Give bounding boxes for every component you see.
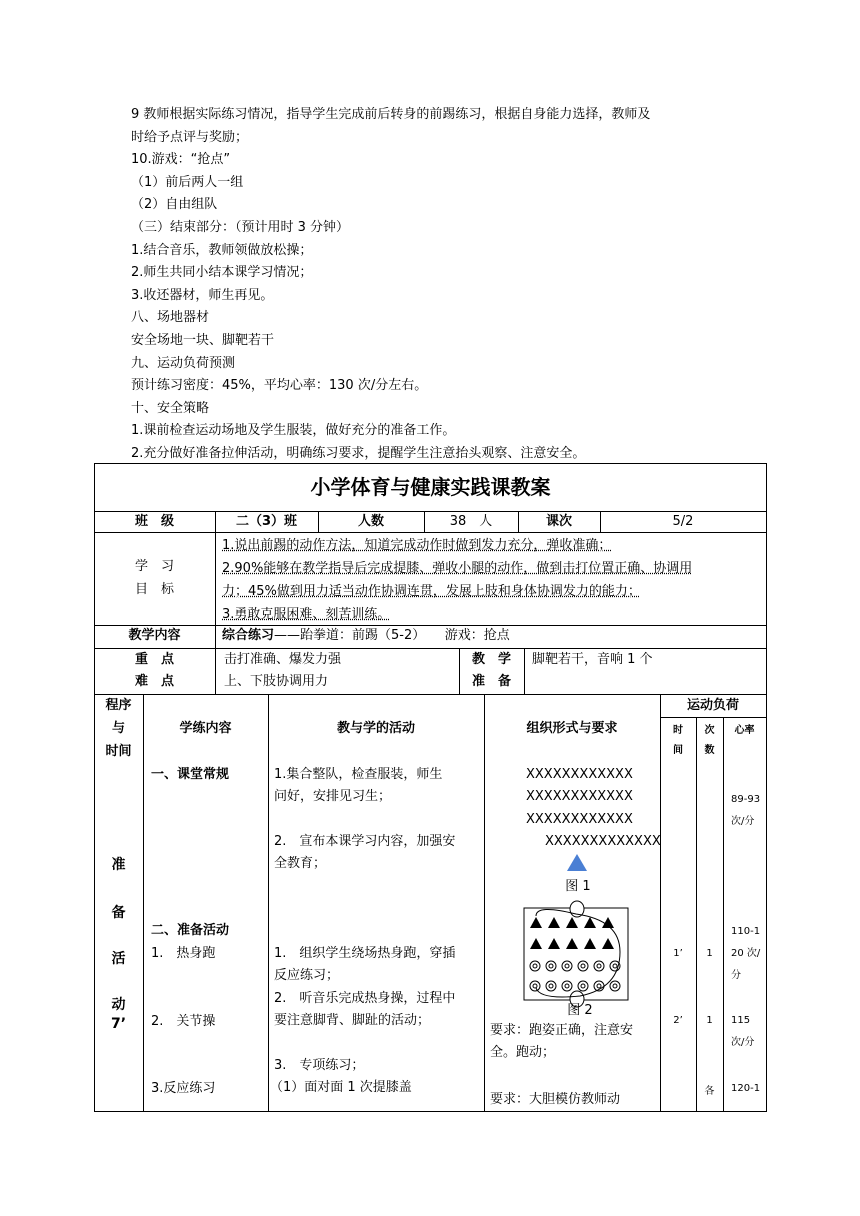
goals-list [222, 534, 766, 626]
load-header: 运动负荷 [686, 698, 739, 713]
formation-row: XXXXXXXXXXXX [526, 812, 633, 827]
goal-item: 力；45%做到用力适当动作协调连贯，发展上肢和身体协调发力的能力； [222, 584, 641, 599]
time-header-line: 间 [673, 745, 683, 756]
col-divider [723, 717, 724, 1112]
student-circles [530, 961, 620, 991]
key-label: 重 点 [134, 652, 174, 667]
intro-line: 十、安全策略 [131, 400, 210, 416]
content-header: 学练内容 [179, 721, 232, 736]
content-value-rest: ——跆拳道：前踢（5-2） 游戏：抢点 [274, 628, 510, 643]
count-header-line: 次 [704, 725, 715, 736]
requirement-line: 全。跑动； [490, 1045, 556, 1060]
content-value [222, 625, 510, 647]
activity-line: 反应练习； [274, 968, 340, 983]
count-header [696, 721, 723, 761]
program-header [94, 694, 143, 763]
stage-char: 7’ [110, 1016, 127, 1032]
intro-line: （2）自由组队 [131, 197, 218, 213]
intro-line: 安全场地一块、脚靶若干 [131, 332, 275, 348]
col-divider [268, 694, 269, 1112]
intro-line: 预计练习密度：45%，平均心率：130 次/分左右。 [131, 378, 428, 394]
intro-line: 九、运动负荷预测 [131, 355, 236, 371]
time-value: 1’ [673, 948, 683, 959]
stage-char: 动 [111, 997, 126, 1013]
table-border [94, 1111, 767, 1112]
goal-item: 3.勇敢克服困难、刻苦训练。 [222, 607, 391, 622]
difficulty-value: 上、下肢协调用力 [224, 674, 329, 689]
teach-prep-label: 教 学 [471, 652, 511, 667]
activity-line: 全教育； [274, 856, 327, 871]
count-value: 1 [706, 948, 713, 959]
heart-rate-line: 分 [731, 970, 741, 981]
col-divider [524, 648, 525, 694]
org-header: 组织形式与要求 [526, 721, 618, 736]
content-item: 2. 关节操 [151, 1014, 216, 1029]
heart-rate-line: 110-1 [731, 926, 761, 937]
col-divider [696, 717, 697, 1112]
activity-line: （1）面对面 1 次提膝盖 [270, 1080, 412, 1095]
intro-line: 3.收还器材，师生再见。 [131, 287, 274, 303]
goal-item: 2.90%能够在教学指导后完成提膝、弹收小腿的动作，做到击打位置正确、协调用 [222, 561, 693, 576]
formation-row: XXXXXXXXXXXX [526, 767, 633, 782]
requirement-line: 要求：大胆模仿教师动 [490, 1092, 621, 1107]
col-divider [143, 694, 144, 1112]
stage-char: 备 [111, 905, 126, 921]
figure-caption: 图 1 [565, 879, 591, 894]
difficulty-label: 难 点 [134, 674, 174, 689]
class-label: 班 级 [134, 514, 174, 529]
heart-rate-line: 次/分 [731, 816, 755, 827]
lesson-label: 课次 [545, 514, 572, 529]
row-divider [660, 717, 767, 718]
program-header-line: 时间 [105, 744, 132, 759]
program-header-line: 程序 [105, 698, 132, 713]
content-item: 一、课堂常规 [151, 767, 230, 782]
count-value: 1 [706, 1015, 713, 1026]
page-title: 小学体育与健康实践课教案 [310, 475, 551, 499]
key-value: 击打准确、爆发力强 [224, 652, 342, 667]
goal-item: 1.说出前踢的动作方法，知道完成动作时做到发力充分，弹收准确； [222, 538, 612, 553]
intro-line: （三）结束部分：（预计用时 3 分钟） [131, 219, 350, 235]
program-header-line: 与 [111, 721, 125, 736]
table-border [766, 463, 767, 1112]
intro-line: 时给予点评与奖励； [131, 129, 249, 145]
intro-line: 2.师生共同小结本课学习情况； [131, 265, 313, 281]
count-value: 38 人 [449, 514, 493, 529]
teach-prep-label: 准 备 [471, 674, 511, 689]
activity-header: 教与学的活动 [336, 721, 415, 736]
stage-char: 准 [111, 857, 126, 873]
content-item: 1. 热身跑 [151, 946, 216, 961]
heart-rate [731, 789, 760, 833]
heart-rate-line: 89-93 [731, 794, 761, 805]
table-border [94, 463, 767, 464]
intro-line: 9 教师根据实际练习情况，指导学生完成前后转身的前踢练习，根据自身能力选择，教师及 [131, 107, 651, 122]
intro-line: 1.课前检查运动场地及学生服装，做好充分的准备工作。 [131, 423, 456, 439]
activity-line: 2. 听音乐完成热身操，过程中 [274, 991, 456, 1006]
stage-char: 活 [111, 951, 126, 967]
class-value: 二（3）班 [235, 514, 298, 529]
content-item: 3.反应练习 [151, 1081, 216, 1096]
figure-caption: 图 2 [567, 1003, 593, 1018]
content-item: 二、准备活动 [151, 923, 230, 938]
count-label: 人数 [357, 514, 384, 529]
count-header-line: 数 [704, 745, 715, 756]
intro-line: 2.充分做好准备拉伸活动，明确练习要求，提醒学生注意抬头观察、注意安全。 [131, 445, 586, 461]
col-divider [215, 648, 216, 694]
requirement-line: 要求：跑姿正确，注意安 [490, 1023, 634, 1038]
teach-prep-value: 脚靶若干，音响 1 个 [532, 652, 653, 667]
activity-line: 2. 宣布本课学习内容，加强安 [274, 834, 456, 849]
heart-rate [731, 1010, 754, 1054]
teacher-triangle-icon [567, 854, 587, 871]
heart-rate-line: 次/分 [731, 1037, 755, 1048]
intro-text [131, 104, 751, 466]
intro-line: 八、场地器材 [131, 310, 210, 326]
formation-row: XXXXXXXXXXXXX [545, 834, 661, 849]
col-divider [484, 694, 485, 1112]
content-label: 教学内容 [128, 628, 181, 643]
heart-rate: 120-1 [731, 1083, 761, 1094]
activity-line: 要注意脚背、脚趾的活动； [274, 1013, 431, 1028]
activity-line: 1. 组织学生绕场热身跑，穿插 [274, 946, 456, 961]
time-value: 2’ [673, 1015, 683, 1026]
time-header [660, 721, 696, 761]
goals-label: 学 习 [134, 559, 174, 574]
heart-rate-line: 115 [731, 1015, 751, 1026]
activity-line: 3. 专项练习； [274, 1058, 365, 1073]
activity-line: 1.集合整队，检查服装，师生 [274, 767, 443, 782]
heart-rate [731, 921, 760, 987]
content-value-bold: 综合练习 [222, 628, 275, 643]
intro-line: （1）前后两人一组 [131, 174, 244, 190]
intro-line: 10.游戏：“抢点” [131, 152, 231, 168]
time-header-line: 时 [673, 725, 683, 736]
heart-header: 心率 [734, 725, 755, 736]
lesson-value: 5/2 [672, 514, 694, 529]
intro-line: 1.结合音乐，教师领做放松操； [131, 242, 313, 258]
goals-label: 目 标 [134, 582, 174, 597]
warmup-diagram [520, 900, 632, 1008]
activity-line: 问好，安排见习生； [274, 789, 392, 804]
count-value: 各 [704, 1086, 715, 1097]
stage-label [94, 851, 143, 1035]
formation-row: XXXXXXXXXXXX [526, 789, 633, 804]
heart-rate-line: 20 次/ [731, 948, 761, 959]
